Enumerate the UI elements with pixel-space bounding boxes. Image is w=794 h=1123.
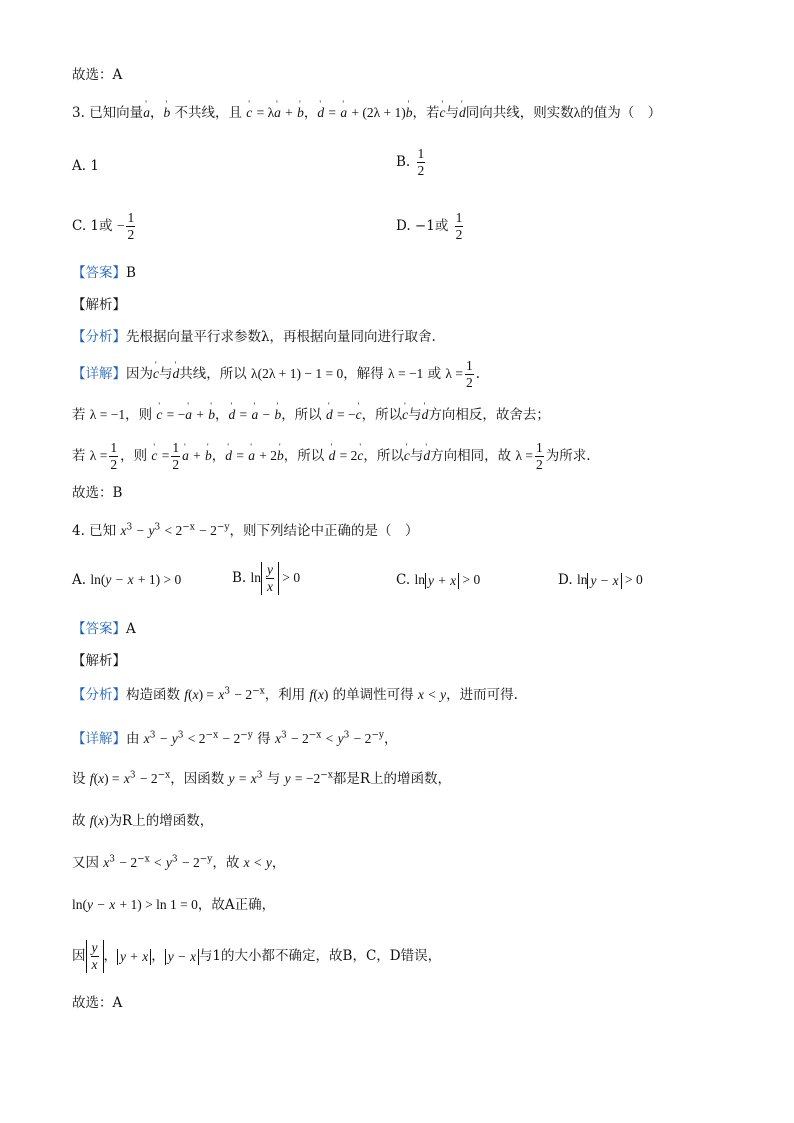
q4-xiangjie-line2: 设 $f(x) = x^3 - 2^{-x}$，因函数 $y = x^3$ 与 $y = -2^{-x}$都是R上的增函数，: [72, 770, 452, 787]
q4-fenxi: 【分析】构造函数 $f(x) = x^3 - 2^{-x}$，利用 f(x) 的单调性可得 x < y，进而可得.: [72, 686, 518, 703]
q3-answer-value: B: [126, 265, 136, 281]
q3-xiangjie-line3: 若 λ = $\frac{1}{2}$ ，则 ' c = $\frac{1}{2}$ ' a + ' b，' d = ' a + 2' b，所以 ' d = 2' c，所以' c与' d方向相同，故 λ = $\frac{1}{2}$ 为所求.: [72, 440, 591, 473]
q4-option-b: B. ln $\frac{y}{x}$ > 0: [232, 562, 301, 594]
q4-line-a: 故A正确，: [211, 897, 276, 913]
q3-conclusion: 故选：B: [72, 485, 123, 501]
q3-option-a: A. 1: [72, 158, 99, 174]
q3-stem-text: 已知向量: [89, 105, 144, 121]
q4-line-inc: 为R上的增函数，: [108, 813, 214, 829]
prev-answer: 故选：A: [72, 67, 123, 83]
q4-xiangjie-tag: 【详解】: [72, 731, 126, 747]
q3-option-c-label: C. 1或: [72, 218, 113, 234]
q3-stem-end: 的值为（ ）: [580, 105, 662, 121]
q4-stem-tail: ，则下列结论中正确的是（ ）: [229, 523, 419, 539]
q4-option-c-label: C.: [396, 572, 411, 588]
q3-stem: 3. 已知向量' a，' b 不共线，且 ' c = λ' a + ' b，' d = ' a + (2λ + 1)' b，若' c与' d同向共线，则实数λ的值为（ ）: [72, 104, 661, 122]
q4-stem: 4. 已知 $x^3 - y^3 < 2^{-x} - 2^{-y}$，则下列结论中正确的是（ ）: [72, 522, 419, 539]
q3-option-d-label: D. −1或: [396, 218, 449, 234]
q3-fenxi: [72, 328, 436, 346]
q3-option-d: D. −1或 $\frac{1}{2}$: [396, 210, 463, 242]
q4-answer-tag: 【答案】: [72, 621, 126, 637]
q4-xiangjie-line4: 又因 $x^3 - 2^{-x} < y^3 - 2^{-y}$，故 x < y，: [72, 854, 286, 871]
q4-conclusion: 故选：A: [72, 995, 123, 1011]
q3-answer-tag: 【答案】: [72, 265, 126, 281]
q4-number: 4.: [72, 523, 85, 539]
q3-xiangjie-line2: 若 λ = −1，则 ' c = −' a + ' b，' d = ' a − ' b，所以 ' d = −' c，所以' c与' d方向相反，故舍去；: [72, 406, 550, 424]
q3-option-c: C. 1或 − $\frac{1}{2}$: [72, 210, 135, 242]
q4-line-r: 都是R上的增函数，: [332, 771, 452, 787]
q4-fenxi-tag: 【分析】: [72, 687, 126, 703]
q4-answer-value: A: [126, 621, 136, 637]
q4-xiangjie-line3: 故 f(x)为R上的增函数，: [72, 813, 214, 829]
q4-option-d-label: D.: [558, 572, 573, 588]
q4-answer: [72, 620, 136, 638]
q4-xiangjie-line6: 因 $\frac{y}{x}$ ， y + x ， y − x 与1的大小都不确定，故B，C，D错误，: [72, 940, 442, 972]
q3-fenxi-tag: 【分析】: [72, 329, 126, 345]
q4-line-bcd: 与1的大小都不确定，故B，C，D错误，: [198, 948, 442, 964]
q3-fenxi-text: 先根据向量平行求参数λ，再根据向量同向进行取舍.: [126, 329, 436, 345]
q3-option-b: B. $\frac{1}{2}$: [396, 146, 425, 178]
q3-stem-tail: 同向共线，则实数: [465, 105, 574, 121]
q3-answer: [72, 264, 136, 282]
q3-xiangjie-tag: 【详解】: [72, 366, 126, 382]
q3-analysis-tag: 【解析】: [72, 297, 126, 313]
q4-analysis-tag: 【解析】: [72, 653, 126, 669]
q4-option-d: D. ln y − x > 0: [558, 572, 643, 588]
q3-xiangjie-line1: 【详解】因为' c与' d共线，所以 λ(2λ + 1) − 1 = 0，解得 λ = −1 或 λ = $\frac{1}{2}$ .: [72, 358, 480, 391]
q4-option-c: C. ln y + x > 0: [396, 572, 481, 588]
q3-number: 3.: [72, 105, 85, 121]
q4-option-a-label: A.: [72, 572, 87, 588]
q4-option-b-label: B.: [232, 570, 247, 586]
q4-xiangjie-line1: 【详解】由 $x^3 - y^3 < 2^{-x} - 2^{-y}$ 得 $x^3 - 2^{-x} < y^3 - 2^{-y}$，: [72, 730, 398, 747]
q4-option-a: A. ln(y − x + 1) > 0: [72, 572, 182, 588]
q3-option-b-label: B.: [396, 154, 411, 170]
q4-xiangjie-line5: ln(y − x + 1) > ln 1 = 0，故A正确，: [72, 897, 276, 913]
